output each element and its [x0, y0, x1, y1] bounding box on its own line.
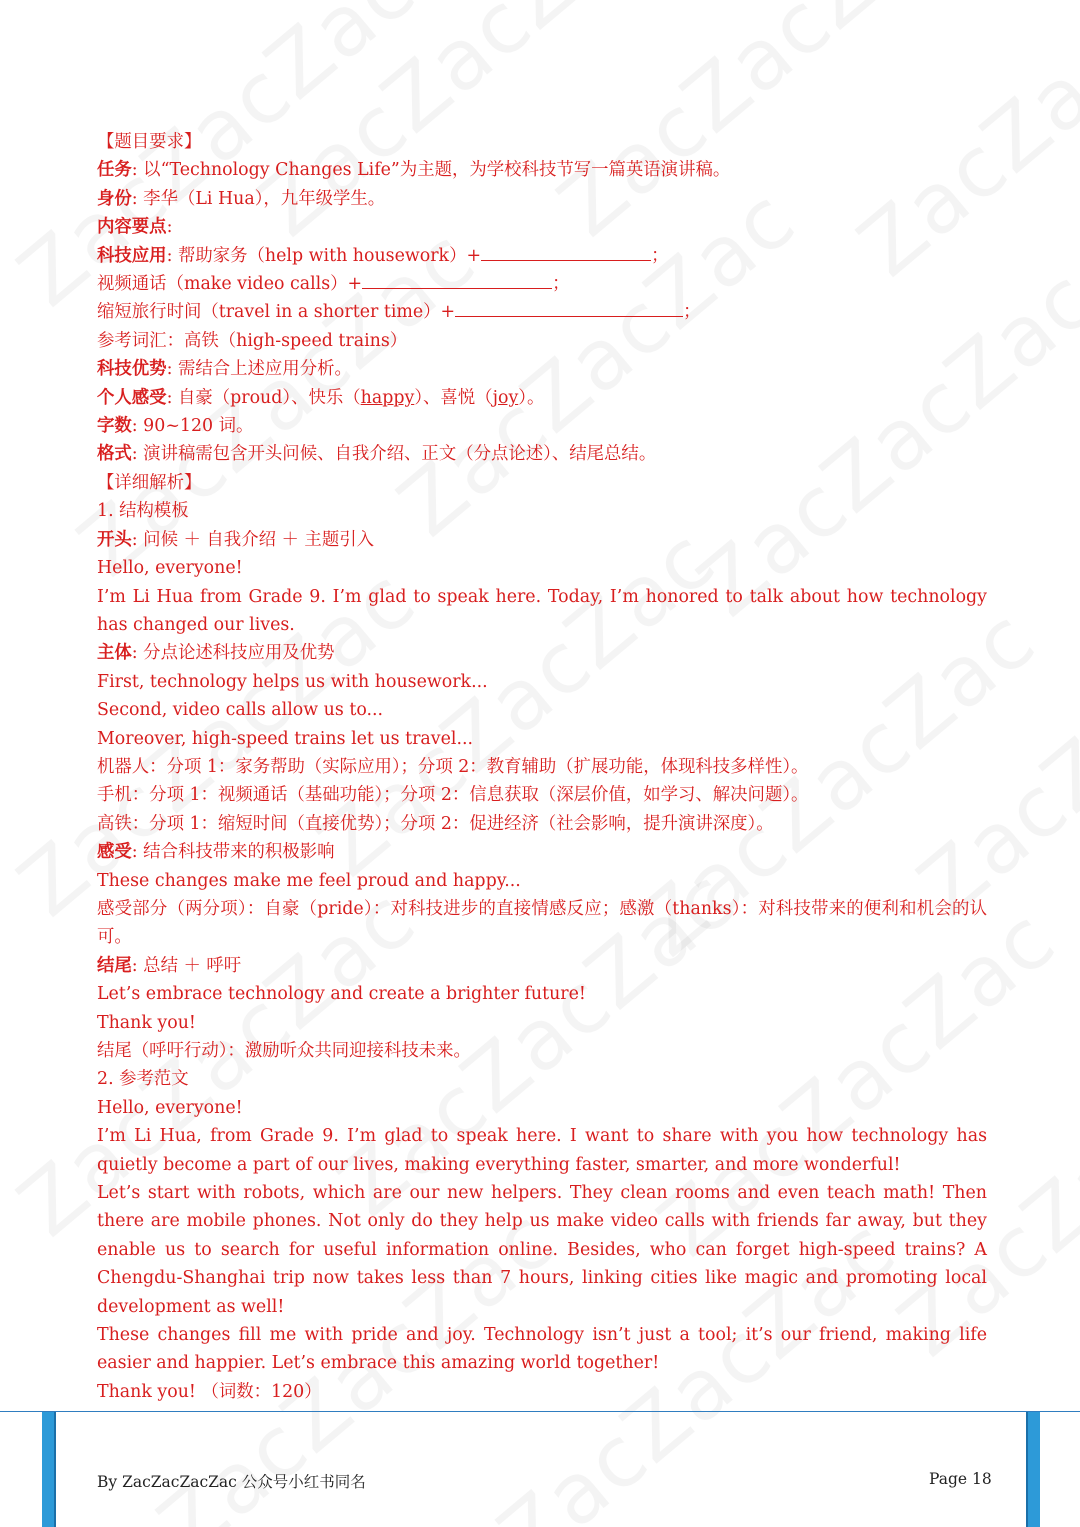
- subsection-title: 2. 参考范文: [97, 1069, 189, 1090]
- identity-line: [97, 185, 987, 213]
- ending-example: Thank you!: [97, 1012, 196, 1033]
- essay-paragraph: Thank you! （词数：120）: [97, 1381, 322, 1402]
- video-call-text: 视频通话（make video calls）+: [97, 274, 363, 295]
- task-line: [97, 156, 987, 184]
- feeling-text: ）、喜悦（: [414, 387, 493, 408]
- ending-example: Let’s embrace technology and create a brighter future!: [97, 984, 586, 1005]
- application-line: [97, 242, 987, 270]
- feeling-note: 感受部分（两分项）：自豪（pride）：对科技进步的直接情感反应；感激（thanks）：对科技带来的便利和机会的认可。: [97, 898, 987, 948]
- feeling-text: ）。: [518, 387, 545, 408]
- word-count-label: 字数: [97, 416, 132, 437]
- semicolon: ；: [552, 274, 570, 295]
- opening-example: I’m Li Hua from Grade 9. I’m glad to speak here. Today, I’m honored to talk about how technology has changed our lives.: [97, 586, 987, 635]
- opening-example: Hello, everyone!: [97, 558, 243, 579]
- advantage-line: [97, 355, 987, 383]
- format-label: 格式: [97, 444, 132, 465]
- content-points-label: 内容要点: [97, 217, 167, 238]
- body-text: : 分点论述科技应用及优势: [131, 643, 335, 664]
- footer-author: By ZacZacZacZac 公众号小红书同名: [97, 1473, 366, 1491]
- fill-blank-3[interactable]: [455, 298, 683, 317]
- feeling-example: These changes make me feel proud and happy...: [97, 870, 521, 891]
- word-count-line: [97, 412, 987, 440]
- feeling-section-line: [97, 838, 987, 866]
- page-number: Page 18: [929, 1470, 992, 1488]
- task-text: : 以“Technology Changes Life”为主题，为学校科技节写一篇英语演讲稿。: [131, 160, 731, 181]
- body-example: Second, video calls allow us to...: [97, 700, 384, 721]
- advantage-text: : 需结合上述应用分析。: [166, 359, 352, 380]
- opening-label: 开头: [97, 529, 132, 550]
- advantage-label: 科技优势: [97, 359, 167, 380]
- section-heading: 【详细解析】: [97, 472, 202, 493]
- body-note: 机器人：分项 1：家务帮助（实际应用）；分项 2：教育辅助（扩展功能，体现科技多样性）。: [97, 756, 809, 777]
- body-line: [97, 639, 987, 667]
- essay-paragraph: Hello, everyone!: [97, 1097, 243, 1118]
- content-points-line: [97, 213, 987, 241]
- identity-label: 身份: [97, 188, 132, 209]
- word-count-text: : 90~120 词。: [131, 416, 254, 437]
- body-example: Moreover, high-speed trains let us travel...: [97, 728, 474, 749]
- feeling-section-label: 感受: [97, 842, 132, 863]
- content-points-colon: :: [166, 217, 173, 238]
- body-note: 高铁：分项 1：缩短时间（直接优势）；分项 2：促进经济（社会影响，提升演讲深度）。: [97, 813, 774, 834]
- fill-blank-2[interactable]: [362, 270, 552, 289]
- ending-note: 结尾（呼吁行动）：激励听众共同迎接科技未来。: [97, 1041, 471, 1061]
- right-side-bar: [1026, 1412, 1040, 1527]
- identity-text: : 李华（Li Hua），九年级学生。: [131, 188, 386, 209]
- format-text: : 演讲稿需包含开头问候、自我介绍、正文（分点论述）、结尾总结。: [131, 444, 657, 465]
- feeling-text: : 自豪（proud）、快乐（: [166, 387, 361, 408]
- body-label: 主体: [97, 643, 132, 664]
- travel-line: [97, 298, 987, 326]
- opening-line: [97, 526, 987, 554]
- opening-text: : 问候 ＋ 自我介绍 ＋ 主题引入: [131, 529, 374, 550]
- essay-paragraph: Let’s start with robots, which are our new helpers. They clean rooms and even teach math! Then there are mobile phones. Not only do they help us make video calls with friends far away, but they enable us to search for useful information online. Besides, who can forget high-speed trains? A Chengdu-Shanghai trip now takes less than 7 hours, linking cities like magic and promoting local development as well!: [97, 1183, 987, 1317]
- application-text: : 帮助家务（help with housework）+: [166, 245, 482, 266]
- subsection-title: 1. 结构模板: [97, 501, 189, 522]
- vocabulary-line: 参考词汇：高铁（high-speed trains）: [97, 330, 408, 351]
- ending-label: 结尾: [97, 955, 132, 976]
- video-call-line: [97, 270, 987, 298]
- section-heading: 【题目要求】: [97, 132, 202, 152]
- document-body: [97, 128, 987, 1406]
- format-line: [97, 440, 987, 468]
- ending-text: : 总结 ＋ 呼吁: [131, 955, 242, 976]
- footer-divider: [0, 1411, 1080, 1412]
- task-label: 任务: [97, 160, 132, 181]
- ending-line: [97, 952, 987, 980]
- essay-paragraph: I’m Li Hua, from Grade 9. I’m glad to speak here. I want to share with you how technology has quietly become a part of our lives, making everything faster, smarter, and more wonderful!: [97, 1126, 987, 1175]
- left-side-bar: [42, 1412, 56, 1527]
- body-example: First, technology helps us with housework...: [97, 671, 488, 692]
- application-label: 科技应用: [97, 245, 167, 266]
- feeling-happy: happy: [360, 387, 415, 408]
- feeling-section-text: : 结合科技带来的积极影响: [131, 842, 335, 863]
- feeling-label: 个人感受: [97, 387, 167, 408]
- semicolon: ；: [683, 302, 701, 323]
- fill-blank-1[interactable]: [481, 242, 651, 261]
- body-note: 手机：分项 1：视频通话（基础功能）；分项 2：信息获取（深层价值，如学习、解决问题）。: [97, 785, 809, 806]
- feeling-line: [97, 384, 987, 412]
- semicolon: ；: [651, 245, 669, 266]
- travel-text: 缩短旅行时间（travel in a shorter time）+: [97, 302, 456, 323]
- essay-paragraph: These changes fill me with pride and joy. Technology isn’t just a tool; it’s our friend, making life easier and happier. Let’s embrace this amazing world together!: [97, 1325, 987, 1374]
- feeling-joy: joy: [492, 387, 519, 408]
